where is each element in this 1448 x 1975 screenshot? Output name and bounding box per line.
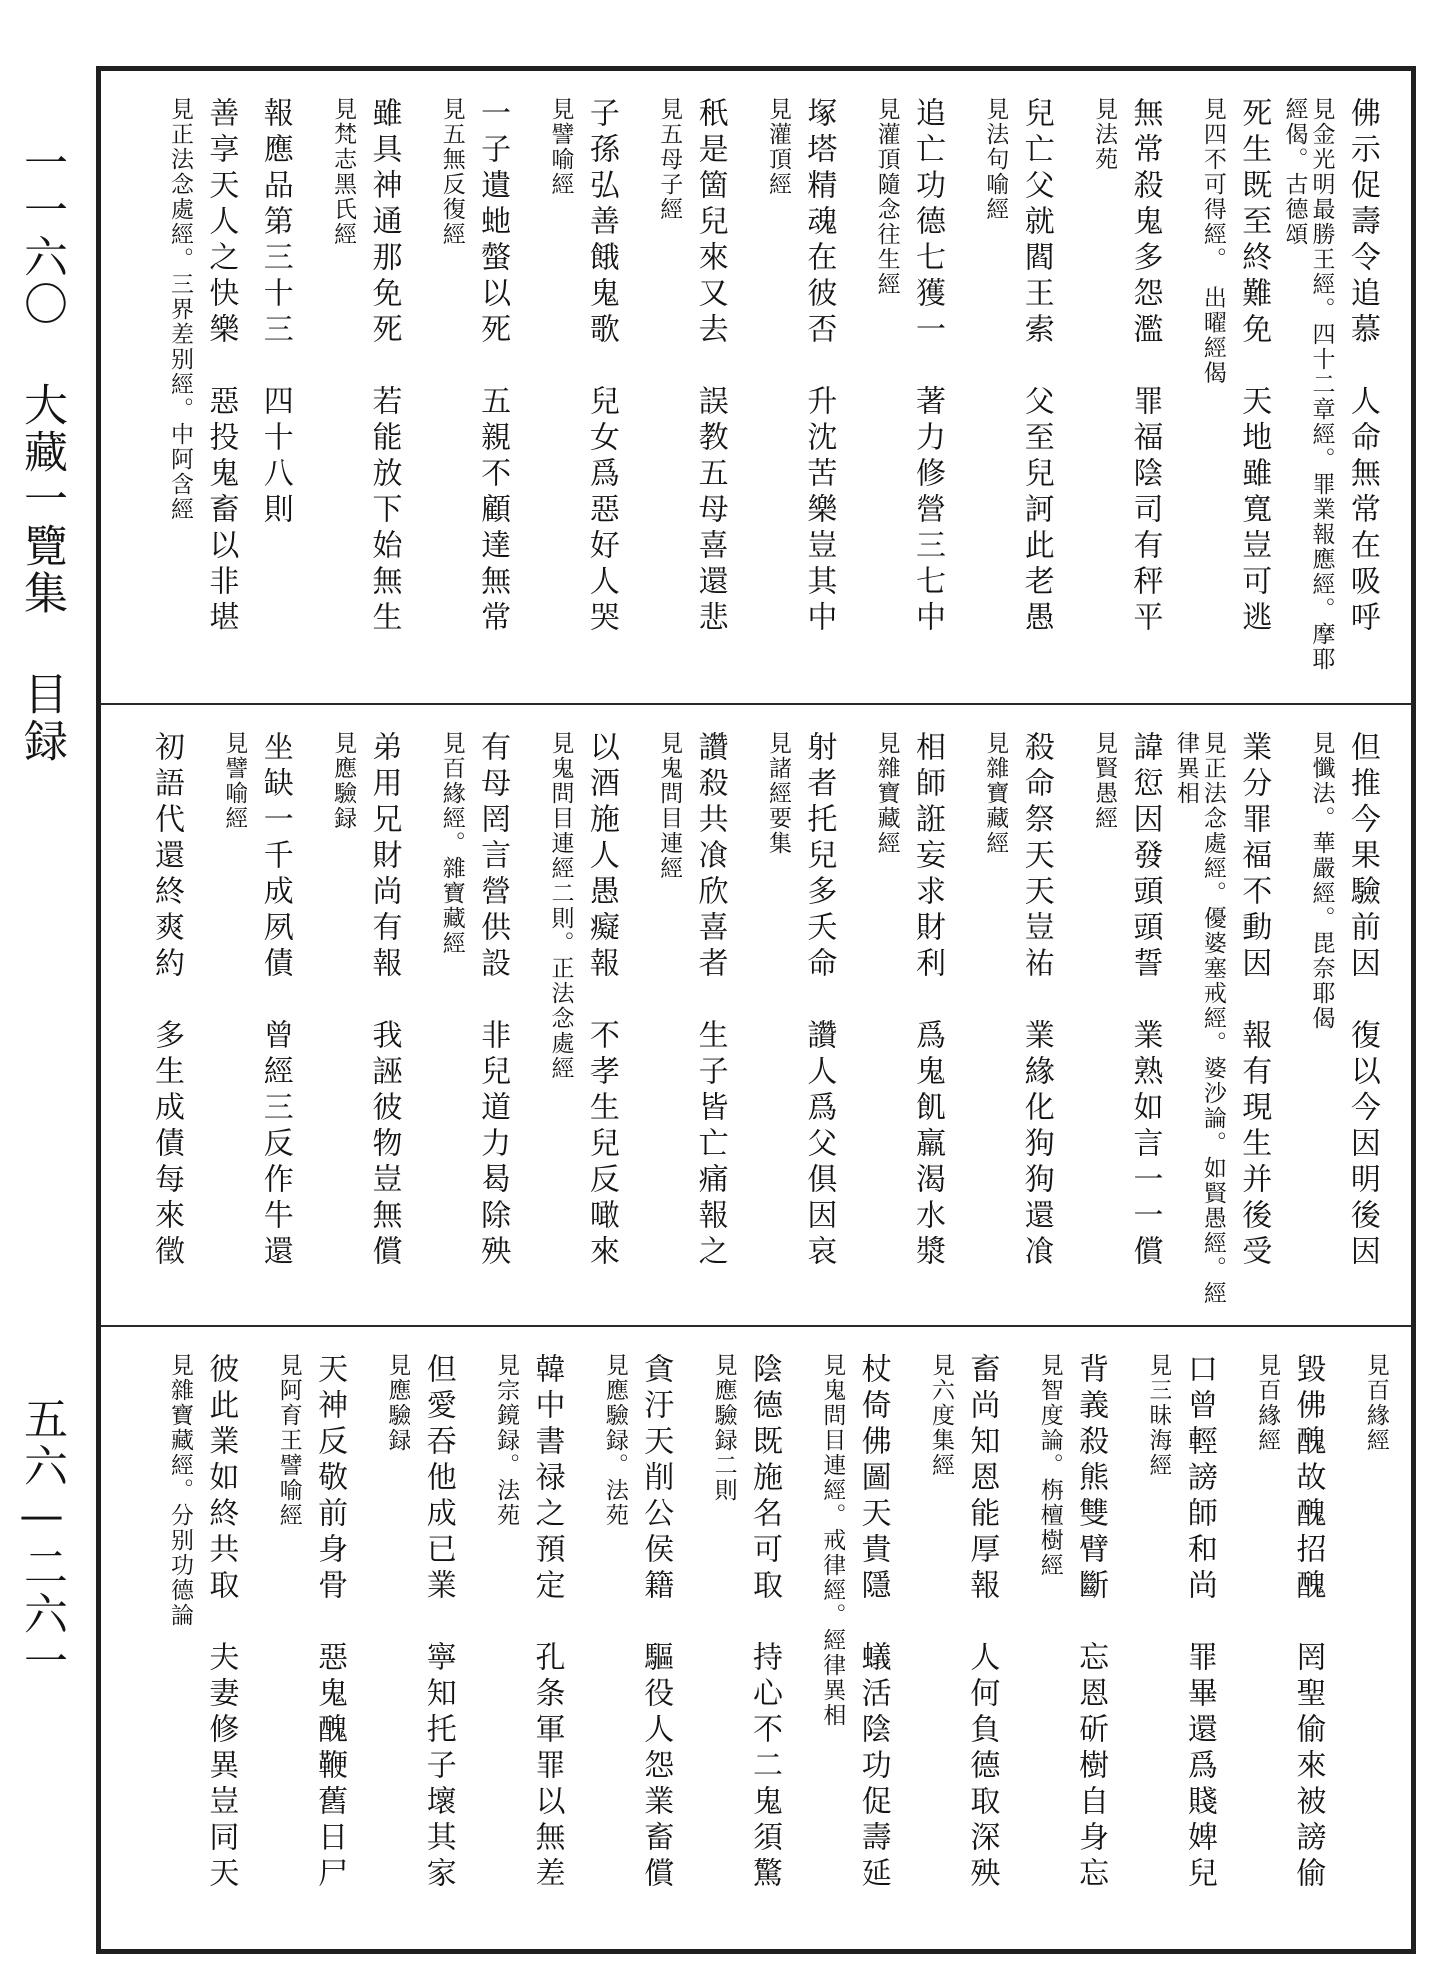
verse-column: 秖是箇兒來又去 誤教五母喜還悲 (692, 97, 728, 637)
verse-column: 兒亡父就閻王索 父至兒訶此老愚 (1018, 97, 1054, 637)
source-note-column: 見百緣經。雜寶藏經 (438, 731, 465, 956)
source-note-column: 見五母子經 (656, 97, 683, 222)
source-note-column: 見四不可得經。 出曜經偈 (1199, 97, 1226, 386)
margin-title: 一一六〇 大藏一覽集 目録 (16, 140, 67, 765)
source-note-column: 見應驗録二則 (710, 1353, 737, 1503)
source-note-column: 見六度集經 (928, 1353, 955, 1478)
register-lower (101, 1325, 1411, 1949)
verse-column: 追亡功德七獲一 著力修營三七中 (910, 97, 946, 637)
source-note-column: 見阿育王譬喻經 (275, 1353, 302, 1528)
verse-column: 毀佛醜故醜招醜 罔聖偷來被謗偷 (1290, 1353, 1326, 1893)
source-note-column: 見諸經要集 (764, 731, 791, 856)
verse-column: 初語代還終爽約 多生成債每來徵 (149, 731, 184, 1271)
verse-column: 以酒施人愚癡報 不孝生兒反噉來 (583, 731, 619, 1271)
verse-column: 善享天人之快樂 惡投鬼畜以非堪 (203, 97, 239, 637)
source-note-column: 見賢愚經 (1091, 731, 1118, 831)
page-margin (10, 140, 72, 1960)
source-note-column: 見應驗録 (330, 731, 357, 831)
source-note-column: 見宗鏡録。法苑 (493, 1353, 520, 1528)
verse-column: 貪汙天削公侯籍 驅役人怨業畜償 (638, 1353, 674, 1893)
text-columns (139, 97, 1389, 687)
source-note-column: 見雜寶藏經。分别功德論 (167, 1353, 193, 1628)
source-note-column: 見五無反復經 (438, 97, 465, 247)
verse-column: 陰德既施名可取 持心不二鬼須驚 (746, 1353, 782, 1893)
verse-column: 佛示促壽令追慕 人命無常在吸呼 (1344, 97, 1380, 637)
verse-column: 讚殺共飡欣喜者 生子皆亡痛報之 (692, 731, 728, 1271)
source-note-column: 見法苑 (1091, 97, 1118, 172)
verse-column: 一子遺虵螫以死 五親不顧達無常 (475, 97, 511, 637)
verse-column: 死生既至終難免 天地雖寬豈可逃 (1236, 97, 1272, 637)
source-note-column: 見金光明最勝王經。四十二章經。罪業報應經。摩耶經偈。古德頌 (1281, 97, 1335, 672)
source-note-column: 見智度論。栴檀樹經 (1036, 1353, 1063, 1578)
verse-column: 無常殺鬼多怨濫 罪福陰司有秤平 (1127, 97, 1163, 637)
verse-column: 背義殺熊雙臂斷 忘恩斫樹自身忘 (1073, 1353, 1109, 1893)
source-note-column: 見百緣經 (1362, 1353, 1389, 1453)
source-note-column: 見雜寶藏經 (873, 731, 900, 856)
verse-column: 雖具神通那免死 若能放下始無生 (366, 97, 402, 637)
verse-column: 彼此業如終共取 夫妻修異豈同天 (203, 1353, 239, 1893)
verse-column: 有母罔言營供設 非兒道力曷除殃 (475, 731, 511, 1271)
verse-column: 坐缺一千成夙債 曾經三反作牛還 (257, 731, 293, 1271)
source-note-column: 見灌頂隨念往生經 (873, 97, 900, 297)
source-note-column: 見鬼問目連經二則。正法念處經 (547, 731, 574, 1081)
source-note-column: 見法句喻經 (982, 97, 1009, 222)
page-frame (96, 66, 1416, 1954)
verse-column: 弟用兄財尚有報 我誣彼物豈無償 (366, 731, 402, 1271)
verse-column: 殺命祭天天豈祐 業緣化狗狗還飡 (1018, 731, 1054, 1271)
source-note-column: 見灌頂經 (764, 97, 791, 197)
source-note-column: 見雜寶藏經 (982, 731, 1009, 856)
verse-column: 相師誑妄求財利 爲鬼飢羸渴水漿 (910, 731, 946, 1271)
source-note-column: 見應驗録。法苑 (601, 1353, 628, 1528)
text-columns (139, 731, 1389, 1309)
source-note-column: 見鬼問目連經。戒律經。經律異相 (819, 1353, 846, 1728)
verse-column: 杖倚佛圖天貴隱 蟻活陰功促壽延 (855, 1353, 891, 1893)
verse-column: 畜尚知恩能厚報 人何負德取深殃 (964, 1353, 1000, 1893)
register-upper (101, 71, 1411, 703)
text-columns (139, 1353, 1389, 1933)
source-note-column: 見梵志黑氏經 (330, 97, 357, 247)
verse-column: 天神反敬前身骨 惡鬼醜鞭舊日尸 (312, 1353, 348, 1893)
source-note-column: 見懺法。華嚴經。毘奈耶偈 (1308, 731, 1335, 1031)
verse-column: 諱愆因發頭頭誓 業熟如言一一償 (1127, 731, 1163, 1271)
source-note-column: 見正法念處經。優婆塞戒經。婆沙論。如賢愚經。經律異相 (1172, 731, 1226, 1306)
verse-column: 口曾輕謗師和尚 罪畢還爲賤婢兒 (1181, 1353, 1217, 1893)
source-note-column: 見百緣經 (1254, 1353, 1281, 1453)
source-note-column: 見三昧海經 (1145, 1353, 1172, 1478)
verse-column: 韓中書禄之預定 孔条軍罪以無差 (529, 1353, 565, 1893)
verse-column: 塚塔精魂在彼否 升沈苦樂豈其中 (801, 97, 837, 637)
register-middle (101, 703, 1411, 1325)
verse-column: 但推今果驗前因 復以今因明後因 (1344, 731, 1380, 1271)
margin-page-number: 五六—二六一 (16, 1396, 67, 1685)
source-note-column: 見應驗録 (384, 1353, 411, 1453)
verse-column: 射者托兒多夭命 讚人爲父俱因哀 (801, 731, 837, 1271)
source-note-column: 見譬喻經 (221, 731, 248, 831)
verse-column: 子孫弘善餓鬼歌 兒女爲惡好人哭 (583, 97, 619, 637)
verse-column: 業分罪福不動因 報有現生并後受 (1236, 731, 1272, 1271)
source-note-column: 見鬼問目連經 (656, 731, 683, 881)
source-note-column: 見正法念處經。三界差别經。中阿含經 (167, 97, 193, 522)
verse-column: 報應品第三十三 四十八則 (257, 97, 293, 529)
source-note-column: 見譬喻經 (547, 97, 574, 197)
verse-column: 但愛吞他成已業 寧知托子壞其家 (420, 1353, 456, 1893)
